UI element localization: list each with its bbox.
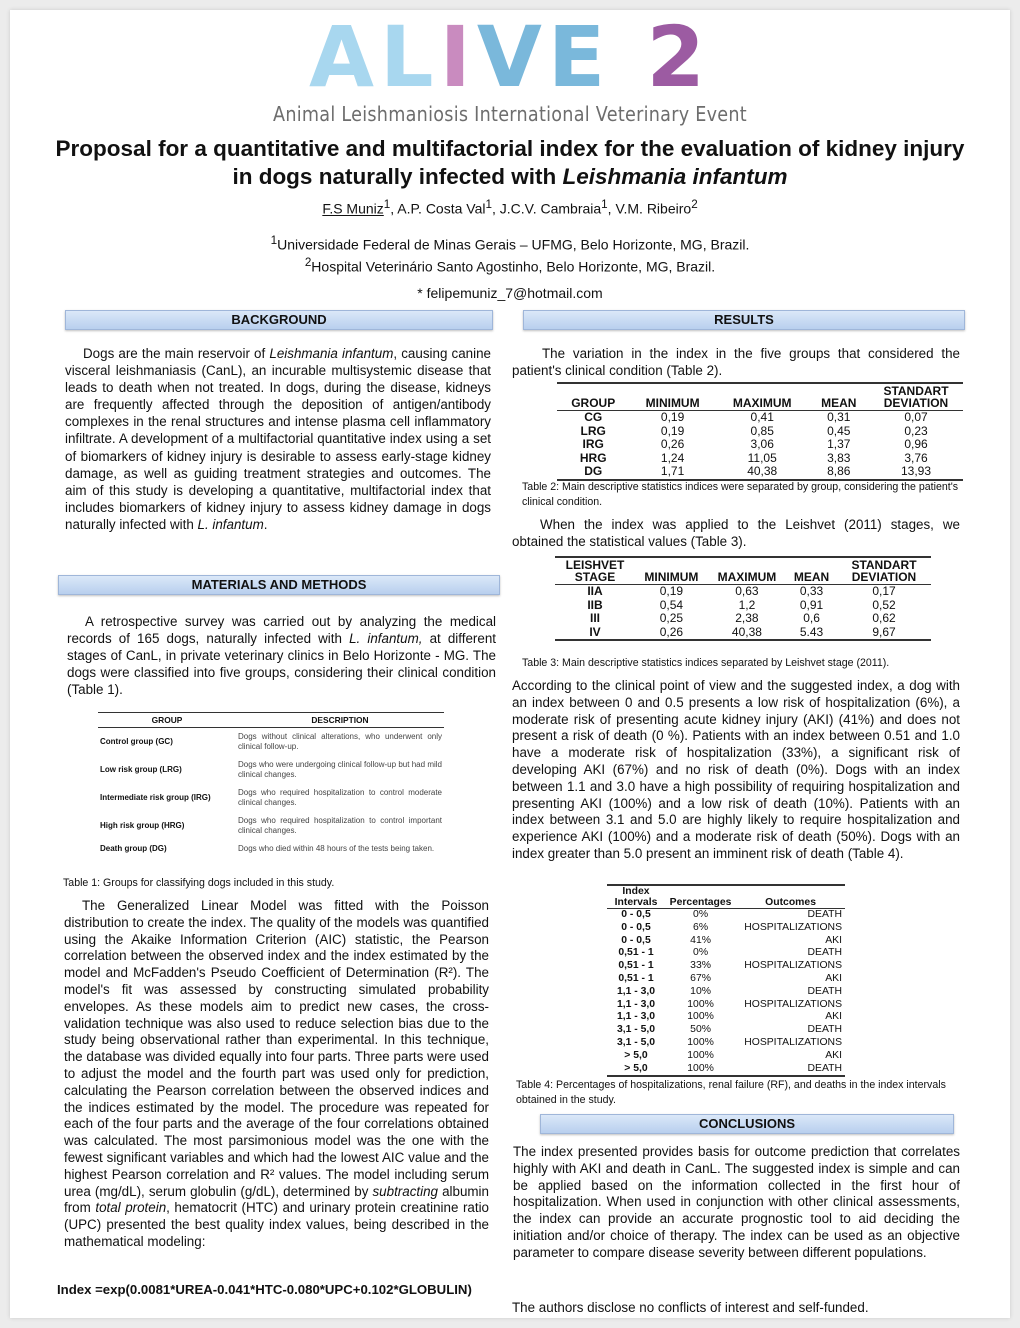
table-cell: Dogs who required hospitalization to control moderate clinical changes. — [238, 788, 442, 807]
table-cell: Dogs who died within 48 hours of the tests being taken. — [238, 844, 435, 853]
table-cell: HRG — [579, 450, 607, 465]
table-cell: 0,96 — [904, 437, 928, 451]
table-cell: AKI — [825, 1011, 842, 1023]
methods-intro — [67, 613, 496, 698]
table-cell: 0% — [693, 947, 709, 959]
table-cell: 13,93 — [900, 464, 932, 478]
table-row — [555, 612, 931, 626]
text-run: . — [263, 516, 268, 532]
text-run: subtracting — [372, 1183, 438, 1199]
table-header: GROUP — [98, 713, 236, 728]
table-2-caption: Table 2: Main descriptive statistics indices were separated by group, considering the patient's clinical condition. — [522, 481, 959, 508]
table-cell: Low risk group (LRG) — [100, 765, 182, 774]
table-row — [607, 1037, 845, 1050]
author-sup: 1 — [485, 198, 492, 211]
affiliation — [50, 232, 970, 254]
table-cell: 0,51 - 1 — [618, 947, 654, 959]
table-header: MAXIMUM — [708, 557, 786, 585]
table-header: DESCRIPTION — [236, 713, 444, 728]
table-row — [98, 784, 444, 812]
table-cell: > 5,0 — [624, 1049, 648, 1061]
table-cell: 5.43 — [799, 624, 824, 639]
affiliation — [50, 254, 970, 276]
table-header: MEAN — [786, 557, 837, 585]
table-cell: 40,38 — [747, 464, 778, 478]
author-name: F.S Muniz — [322, 200, 384, 217]
table-cell: 0 - 0,5 — [621, 934, 651, 946]
table-cell: LRG — [580, 423, 606, 438]
table-4 — [607, 884, 845, 1077]
table-cell: Dogs without clinical alterations, who underwent only clinical follow-up. — [238, 732, 442, 751]
table-row — [98, 840, 444, 858]
logo-part: 2 — [611, 8, 711, 106]
table-row — [555, 599, 931, 613]
table-row — [557, 452, 963, 466]
author-name: A.P. Costa Val — [397, 200, 486, 217]
table-cell: 0,45 — [827, 423, 851, 438]
table-header: STANDART DEVIATION — [869, 383, 963, 411]
conclusions-heading: CONCLUSIONS — [540, 1114, 954, 1134]
table-row — [607, 935, 845, 948]
methods-heading: MATERIALS AND METHODS — [58, 575, 500, 595]
author-name: V.M. Ribeiro — [615, 200, 692, 217]
table-cell: HOSPITALIZATIONS — [744, 960, 842, 972]
text-run: Leishmania infantum — [269, 346, 394, 361]
logo-subtitle: Animal Leishmaniosis International Veterinary Event — [273, 102, 747, 126]
table-row — [607, 909, 845, 922]
table-2 — [557, 382, 963, 481]
logo-part: I — [439, 8, 477, 106]
table-cell: 100% — [687, 998, 714, 1010]
table-row — [557, 438, 963, 452]
table-cell: DEATH — [807, 985, 842, 997]
table-cell: 0,19 — [660, 423, 685, 438]
table-cell: 1,1 - 3,0 — [616, 985, 656, 997]
index-formula: Index =exp(0.0081*UREA-0.041*HTC-0.080*UPC+0.102*GLOBULIN) — [57, 1282, 472, 1297]
disclosure-note: The authors disclose no conflicts of interest and self-funded. — [512, 1300, 869, 1315]
text-run: L. infantum — [197, 516, 264, 532]
paper-title — [50, 135, 970, 191]
methods-text — [64, 898, 489, 1251]
table-header: Outcomes — [736, 885, 845, 909]
author-name: J.C.V. Cambraia — [499, 200, 602, 217]
title-species: Leishmania infantum — [562, 164, 788, 189]
table-cell: 0,19 — [659, 584, 684, 598]
table-1-caption: Table 1: Groups for classifying dogs included in this study. — [63, 877, 335, 889]
table-cell: 0 - 0,5 — [621, 921, 651, 933]
table-row — [557, 465, 963, 480]
table-cell: HOSPITALIZATIONS — [744, 921, 842, 933]
table-cell: 100% — [687, 1062, 714, 1074]
author-list: F.S Muniz$^1$, A.P. Costa Val$^1$, J.C.V. Cambraia$^1$, V.M. Ribeiro$^2$ — [322, 198, 698, 217]
table-cell: 0,41 — [750, 410, 774, 424]
results-heading: RESULTS — [523, 310, 965, 330]
table-cell: 0,19 — [660, 410, 685, 424]
table-cell: 1,1 - 3,0 — [616, 998, 656, 1010]
table-cell: IRG — [582, 437, 604, 451]
background-heading: BACKGROUND — [65, 310, 493, 330]
table-cell: 2,38 — [735, 611, 759, 625]
table-cell: 0,07 — [904, 410, 928, 424]
logo-part: AL — [309, 8, 440, 106]
table-cell: 100% — [687, 1049, 714, 1061]
table-row — [555, 585, 931, 599]
table-row — [607, 922, 845, 935]
text-run: , causing canine visceral leishmaniasis (CanL), an incurable multisystemic disease that leads to death when not treated. In dogs, during the disease, kidneys are frequently affected through the deposition of antigen/antibody complexes in the renal structures and intense plasma cell inflammatory infiltrate. A development of a multifactorial quantitative index using a set of biomarkers of kidney injury is desirable to assess early-stage kidney damage, as well as guiding treatment strategies and outcomes. The aim of this study is developing a quantitative, multifactorial index that includes biomarkers of kidney injury to assess kidney damage in dogs naturally infected with — [65, 346, 491, 532]
table-row — [607, 960, 845, 973]
table-cell: 0,63 — [735, 584, 759, 598]
table-cell: 33% — [690, 960, 711, 972]
table-1 — [98, 712, 444, 858]
table-cell: 1,1 - 3,0 — [616, 1011, 656, 1023]
table-cell: 0,26 — [660, 437, 685, 451]
table-row — [557, 425, 963, 439]
table-row — [607, 1063, 845, 1077]
table-cell: DEATH — [807, 1062, 842, 1074]
table-cell: 100% — [687, 1036, 714, 1048]
text-run: The Generalized Linear Model was fitted with the Poisson distribution to create the index. The quality of the models was quantified using the Akaike Information Criterion (AIC) statistic, the Pearson correlation between the observed index and the index estimated by the model and McFadden's Pseudo Coefficient of Determination (R²). The model's fit was assessed by constructing simulated probability envelopes. As these models aim to predict new cases, the cross-validation technique was also used to reduce selection bias due to the study being observational rather than experimental. In this technique, the database was divided equally into four parts. Three parts were used to adjust the model and the fourth part was used only for prediction, calculating the Pearson correlation between the observed indices and the indices estimated by the model. The procedure was repeated for each of the four parts and the average of the four correlations obtained was calculated. The most parsimonious model was the one with the fewest significant variables and which had the lowest AIC value and the highest Pearson correlation and R² values. The model including serum urea (mg/dL), serum globulin (g/dL), determined by — [64, 898, 489, 1199]
table-cell: DEATH — [807, 947, 842, 959]
table-cell: 41% — [690, 934, 711, 946]
text-run: Dogs are the main reservoir of — [83, 346, 270, 361]
table-cell: 0,51 - 1 — [618, 972, 654, 984]
affil-sup: 1 — [270, 234, 278, 247]
table-header: MAXIMUM — [716, 383, 809, 411]
table-cell: 0,54 — [659, 597, 684, 612]
table-cell: CG — [584, 410, 603, 424]
table-row — [98, 728, 444, 757]
table-cell: 0,23 — [904, 423, 928, 438]
text-run: L. infantum, — [349, 631, 423, 647]
affil-sup: 2 — [304, 255, 312, 269]
table-row — [607, 973, 845, 986]
table-cell: 11,05 — [747, 450, 777, 465]
text-run: albumin from — [64, 1183, 489, 1216]
text-run: at different stages of CanL, in private veterinary clinics in Belo Horizonte - MG. The dogs were classified into five groups, considering their clinical condition (Table 1). — [67, 631, 496, 698]
affil-text: Hospital Veterinário Santo Agostinho, Belo Horizonte, MG, Brazil. — [311, 258, 716, 275]
table-cell: III — [589, 611, 600, 625]
table-row — [607, 947, 845, 960]
table-cell: Dogs who required hospitalization to control important clinical changes. — [238, 816, 442, 835]
table-cell: 0 - 0,5 — [621, 909, 651, 920]
table-row — [607, 986, 845, 999]
table-row — [555, 626, 931, 641]
table-cell: IIB — [587, 597, 603, 612]
table-cell: High risk group (HRG) — [100, 821, 185, 830]
table-cell: 0% — [693, 909, 709, 920]
conclusions-text — [513, 1144, 960, 1262]
text-run: , hematocrit (HTC) and urinary protein creatinine ratio (UPC) presented the best quality index values, being described in the mathematical modeling: — [64, 1200, 489, 1249]
table-header: STANDART DEVIATION — [837, 557, 931, 585]
table-cell: 0,26 — [659, 624, 684, 639]
table-cell: Death group (DG) — [100, 844, 167, 853]
title-text: Proposal for a quantitative and multifactorial index for the evaluation of kidney injury in dogs naturally infected with — [55, 136, 965, 189]
author-sup: 2 — [691, 198, 698, 211]
table-cell: 10% — [690, 985, 711, 997]
table-header: LEISHVET STAGE — [555, 557, 635, 585]
results-interpretation — [512, 678, 960, 863]
author-sup: 1 — [383, 198, 391, 211]
logo-wordmark — [10, 8, 1010, 106]
table-cell: 8,86 — [827, 464, 851, 478]
affil-text: Universidade Federal de Minas Gerais – UFMG, Belo Horizonte, MG, Brazil. — [277, 236, 750, 253]
table-cell: 0,6 — [803, 611, 820, 625]
table-cell: 1,2 — [738, 597, 756, 612]
results-intro — [512, 345, 960, 379]
event-logo — [10, 10, 1010, 135]
table-cell: 0,51 - 1 — [618, 960, 654, 972]
table-header: Percentages — [665, 885, 736, 909]
table-4-caption: Table 4: Percentages of hospitalizations, renal failure (RF), and deaths in the index intervals obtained in the study. — [516, 1079, 946, 1106]
text-run: According to the clinical point of view and the suggested index, a dog with an index between 0 and 0.5 presents a low risk of hospitalization (6%), a moderate risk of presenting acute kidney injury (AKI) (41%) and does not present a risk of death (0 %). Patients with an index between 0.51 and 1.0 have a moderate risk of hospitalization (33%), a significant risk of developing AKI (67%) and no risk of death (0%). Dogs with an index between 1.1 and 3.0 have a high possibility of requiring hospitalization and presenting AKI (100%) and a low risk of death (10%). Patients with an index between 3.1 and 5.0 are highly likely to require hospitalization and experience AKI (100%) and a moderate risk of death (50%). Dogs with an index greater than 5.0 present an imminent risk of death (Table 4). — [512, 678, 960, 861]
table-cell: Control group (GC) — [100, 737, 173, 746]
table-row — [607, 1011, 845, 1024]
table-cell: 67% — [690, 972, 711, 984]
table-header: GROUP — [557, 383, 629, 411]
table-cell: Dogs who were undergoing clinical follow-up but had mild clinical changes. — [238, 760, 442, 779]
table-3 — [555, 556, 931, 641]
table-header: MEAN — [809, 383, 869, 411]
table-cell: 1,37 — [827, 437, 851, 451]
table-cell: DEATH — [807, 909, 842, 920]
table-cell: Intermediate risk group (IRG) — [100, 793, 211, 802]
table-row — [607, 1024, 845, 1037]
table-cell: 3,06 — [750, 437, 774, 451]
text-run: The variation in the index in the five groups that considered the patient's clinical condition (Table 2). — [512, 346, 960, 379]
table-row — [607, 999, 845, 1012]
table-cell: HOSPITALIZATIONS — [744, 1036, 842, 1048]
table-cell: AKI — [825, 972, 842, 984]
table-cell: 100% — [687, 1011, 714, 1023]
author-sup: 1 — [601, 198, 608, 211]
table-row — [607, 1050, 845, 1063]
table-cell: 0,25 — [659, 611, 684, 625]
table-cell: 0,31 — [827, 410, 851, 424]
logo-part: VE — [476, 8, 612, 106]
table-cell: 0,62 — [872, 611, 896, 625]
table-cell: > 5,0 — [624, 1062, 648, 1074]
table-header: Index Intervals — [607, 885, 665, 909]
table-header: MINIMUM — [629, 383, 715, 411]
text-run: The index presented provides basis for outcome prediction that correlates highly with AKI and death in CanL. The suggested index is simple and can be applied based on the information collected in the first hour of hospitalization. When used in conjunction with other clinical assessments, the index can provide an accurate prognostic tool to aid deciding the initiation and/or choice of therapy. The index can be used as an objective parameter to compare disease severity between different populations. — [513, 1144, 960, 1260]
table-row — [98, 756, 444, 784]
table-row — [98, 812, 444, 840]
table-cell: 3,76 — [904, 450, 928, 465]
table-cell: 3,1 - 5,0 — [616, 1036, 656, 1048]
table-cell: AKI — [825, 1049, 842, 1061]
table-cell: 9,67 — [872, 624, 896, 639]
table-cell: IV — [589, 624, 601, 639]
table-header: MINIMUM — [635, 557, 708, 585]
table-cell: AKI — [825, 934, 842, 946]
table-cell: 3,83 — [827, 450, 851, 465]
table-cell: 0,91 — [799, 597, 824, 612]
table-cell: DEATH — [807, 1024, 842, 1036]
results-leishvet-intro — [512, 516, 960, 550]
text-run: When the index was applied to the Leishvet (2011) stages, we obtained the statistical values (Table 3). — [512, 517, 960, 550]
table-cell: 0,52 — [872, 597, 896, 612]
table-cell: IIA — [587, 584, 603, 598]
contact-email: * felipemuniz_7@hotmail.com — [417, 285, 603, 301]
table-3-caption: Table 3: Main descriptive statistics indices separated by Leishvet stage (2011). — [522, 657, 890, 669]
text-run: A retrospective survey was carried out by analyzing the medical records of 165 dogs, naturally infected with — [67, 614, 496, 647]
affiliations — [50, 232, 970, 275]
table-cell: HOSPITALIZATIONS — [744, 998, 842, 1010]
table-cell: DG — [584, 464, 603, 478]
text-run: total protein — [95, 1200, 167, 1216]
table-cell: 1,24 — [660, 450, 685, 465]
table-cell: 6% — [693, 921, 709, 933]
table-cell: 50% — [690, 1024, 711, 1036]
table-cell: 1,71 — [660, 464, 685, 478]
table-cell: 0,33 — [799, 584, 824, 598]
table-cell: 0,17 — [872, 584, 896, 598]
poster — [10, 10, 1010, 1318]
table-cell: 3,1 - 5,0 — [616, 1024, 656, 1036]
background-text — [65, 345, 491, 533]
table-cell: 0,85 — [750, 423, 774, 438]
table-row — [557, 411, 963, 425]
table-cell: 40,38 — [731, 624, 762, 639]
